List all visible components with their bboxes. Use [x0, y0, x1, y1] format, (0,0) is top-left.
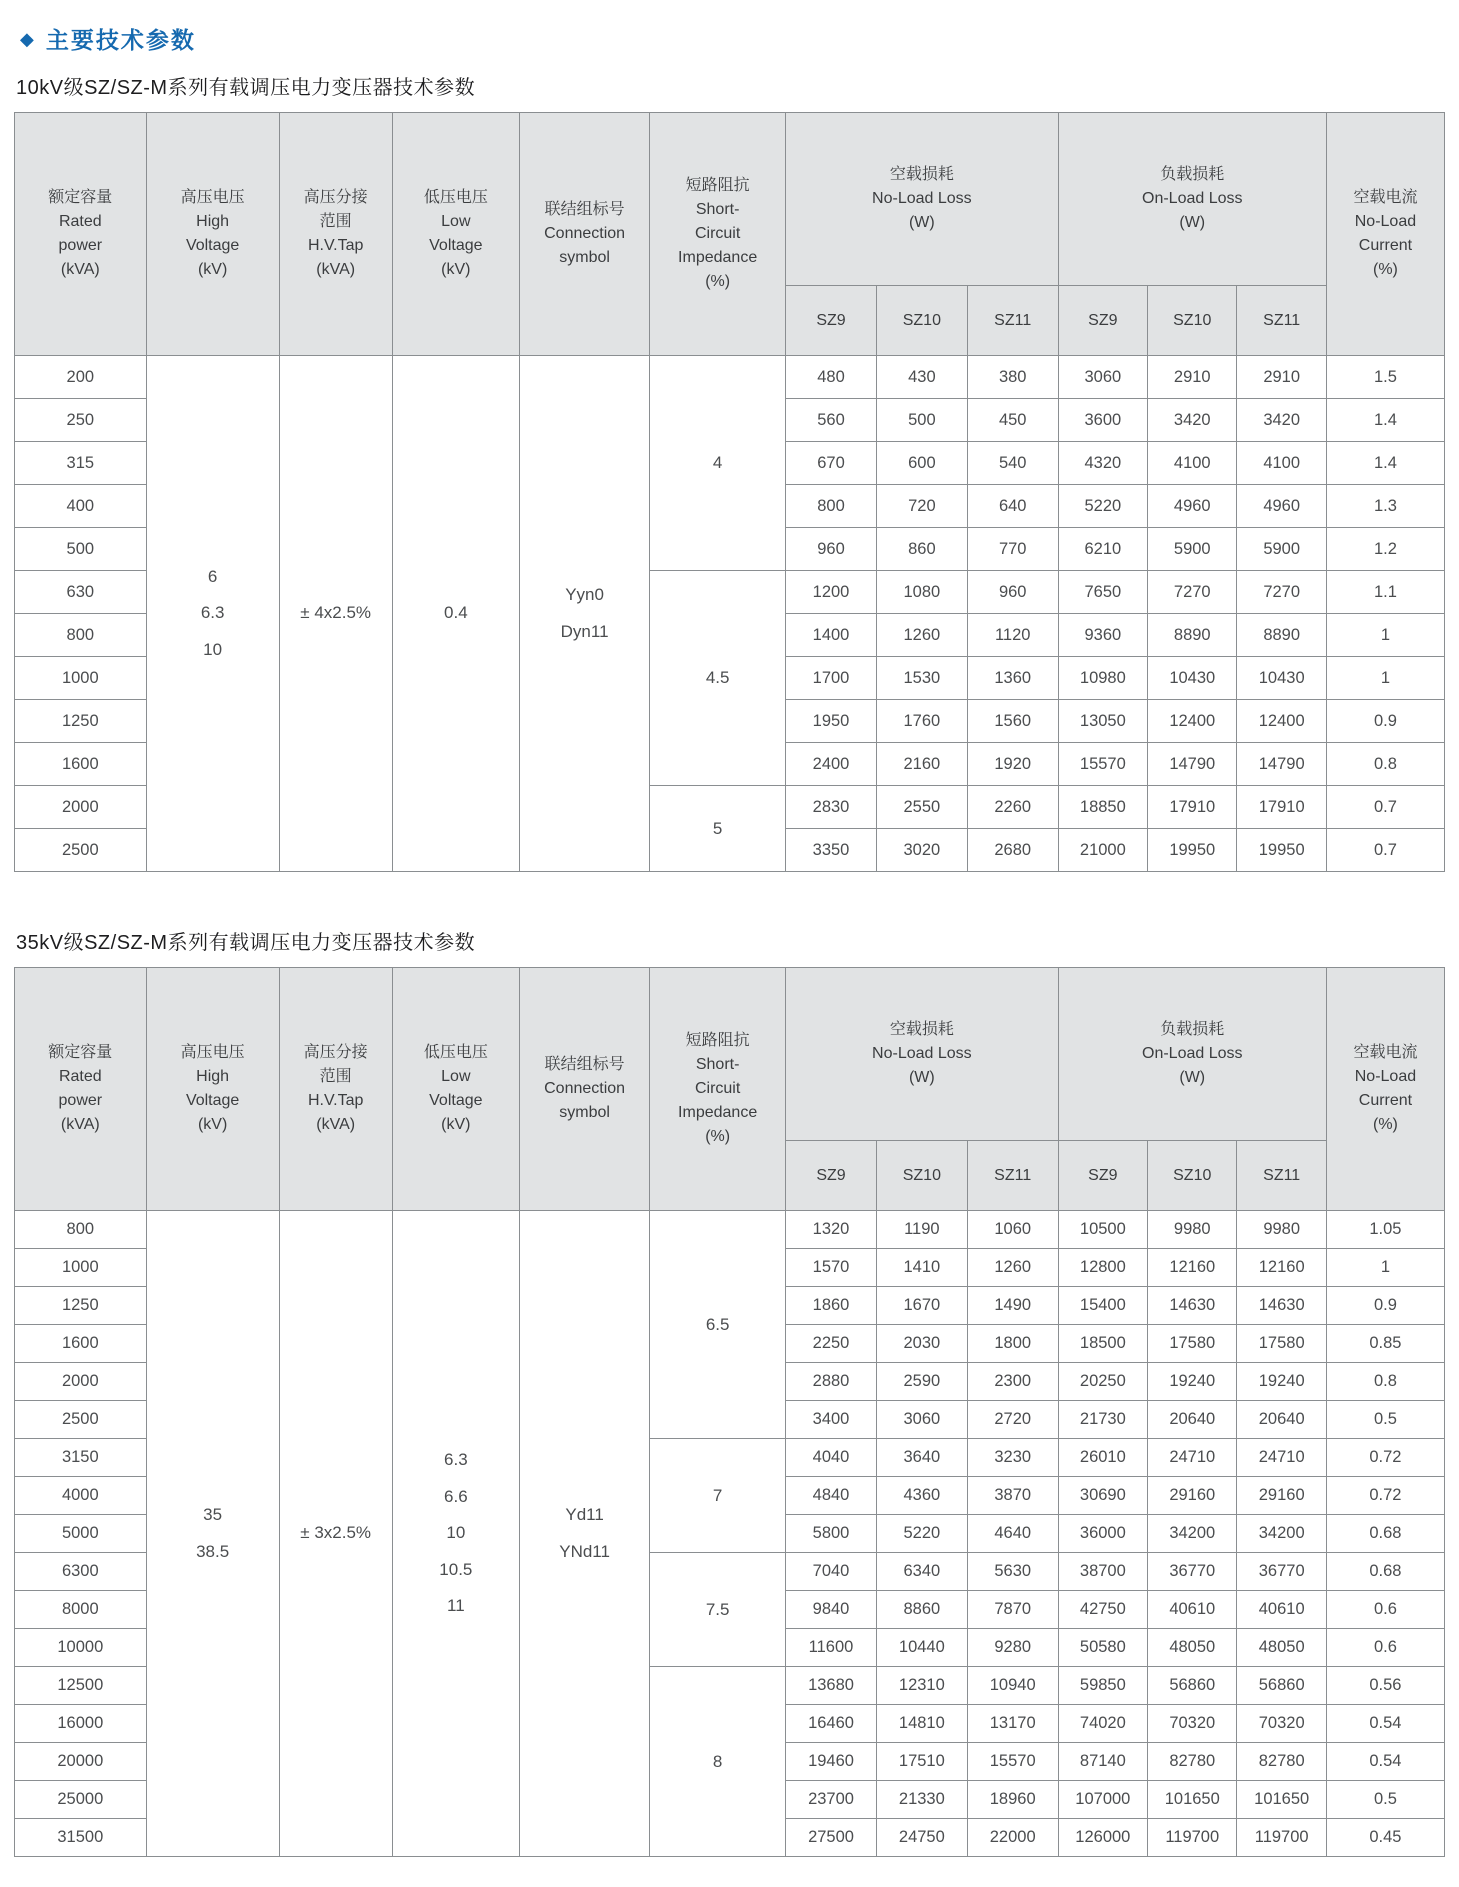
noload-sz9-cell: 16460	[786, 1705, 877, 1743]
onload-sz11-cell: 48050	[1237, 1629, 1326, 1667]
noload-sz11-cell: 540	[967, 442, 1058, 485]
noload-sz10-cell: 4360	[876, 1477, 967, 1515]
onload-sz10-cell: 20640	[1148, 1401, 1237, 1439]
subcol-header-onload-sz9: SZ9	[1058, 286, 1147, 356]
noload-current-cell: 0.54	[1326, 1705, 1444, 1743]
onload-sz9-cell: 15570	[1058, 743, 1147, 786]
noload-sz11-cell: 1260	[967, 1249, 1058, 1287]
impedance-cell: 7.5	[650, 1553, 786, 1667]
noload-sz10-cell: 430	[876, 356, 967, 399]
rated-power-cell: 2500	[15, 1401, 147, 1439]
noload-sz9-cell: 27500	[786, 1819, 877, 1857]
onload-sz11-cell: 5900	[1237, 528, 1326, 571]
noload-current-cell: 1	[1326, 657, 1444, 700]
conn-merged-cell: Yd11 YNd11	[520, 1211, 650, 1857]
noload-sz10-cell: 3060	[876, 1401, 967, 1439]
onload-sz9-cell: 38700	[1058, 1553, 1147, 1591]
rated-power-cell: 800	[15, 1211, 147, 1249]
onload-sz9-cell: 7650	[1058, 571, 1147, 614]
onload-sz9-cell: 12800	[1058, 1249, 1147, 1287]
noload-sz11-cell: 450	[967, 399, 1058, 442]
rated-power-cell: 200	[15, 356, 147, 399]
noload-sz11-cell: 2680	[967, 829, 1058, 872]
onload-sz10-cell: 24710	[1148, 1439, 1237, 1477]
col-header-tap: 高压分接 范围 H.V.Tap (kVA)	[279, 113, 392, 356]
noload-current-cell: 0.85	[1326, 1325, 1444, 1363]
noload-current-cell: 0.5	[1326, 1401, 1444, 1439]
onload-sz9-cell: 30690	[1058, 1477, 1147, 1515]
noload-sz9-cell: 1700	[786, 657, 877, 700]
onload-sz9-cell: 18850	[1058, 786, 1147, 829]
impedance-cell: 7	[650, 1439, 786, 1553]
onload-sz11-cell: 34200	[1237, 1515, 1326, 1553]
onload-sz10-cell: 19950	[1148, 829, 1237, 872]
noload-sz10-cell: 14810	[876, 1705, 967, 1743]
col-header-onload: 负载损耗 On-Load Loss (W)	[1058, 968, 1326, 1141]
col-header-noload: 空载损耗 No-Load Loss (W)	[786, 113, 1059, 286]
noload-sz10-cell: 2160	[876, 743, 967, 786]
noload-sz11-cell: 4640	[967, 1515, 1058, 1553]
noload-current-cell: 1.1	[1326, 571, 1444, 614]
noload-sz11-cell: 9280	[967, 1629, 1058, 1667]
noload-sz10-cell: 21330	[876, 1781, 967, 1819]
noload-sz11-cell: 1800	[967, 1325, 1058, 1363]
noload-sz9-cell: 4840	[786, 1477, 877, 1515]
noload-sz9-cell: 960	[786, 528, 877, 571]
noload-sz11-cell: 5630	[967, 1553, 1058, 1591]
col-header-tap: 高压分接 范围 H.V.Tap (kVA)	[279, 968, 392, 1211]
onload-sz11-cell: 119700	[1237, 1819, 1326, 1857]
subcol-header-noload-sz9: SZ9	[786, 1141, 877, 1211]
rated-power-cell: 2500	[15, 829, 147, 872]
onload-sz9-cell: 126000	[1058, 1819, 1147, 1857]
rated-power-cell: 10000	[15, 1629, 147, 1667]
rated-power-cell: 1250	[15, 700, 147, 743]
noload-current-cell: 0.54	[1326, 1743, 1444, 1781]
section-heading	[20, 22, 1445, 55]
noload-sz11-cell: 18960	[967, 1781, 1058, 1819]
col-header-hv: 高压电压 High Voltage (kV)	[146, 113, 279, 356]
noload-sz9-cell: 560	[786, 399, 877, 442]
onload-sz9-cell: 10500	[1058, 1211, 1147, 1249]
noload-sz11-cell: 1120	[967, 614, 1058, 657]
onload-sz9-cell: 59850	[1058, 1667, 1147, 1705]
rated-power-cell: 25000	[15, 1781, 147, 1819]
impedance-cell: 4.5	[650, 571, 786, 786]
onload-sz11-cell: 24710	[1237, 1439, 1326, 1477]
noload-sz9-cell: 1950	[786, 700, 877, 743]
noload-sz9-cell: 3350	[786, 829, 877, 872]
lv-merged-cell: 0.4	[392, 356, 519, 872]
section-35kv	[14, 926, 1445, 1857]
noload-sz11-cell: 640	[967, 485, 1058, 528]
noload-sz11-cell: 960	[967, 571, 1058, 614]
noload-sz11-cell: 1360	[967, 657, 1058, 700]
rated-power-cell: 12500	[15, 1667, 147, 1705]
rated-power-cell: 800	[15, 614, 147, 657]
col-header-imp: 短路阻抗 Short- Circuit Impedance (%)	[650, 113, 786, 356]
spec-table-container-35kv	[14, 967, 1445, 1857]
onload-sz9-cell: 18500	[1058, 1325, 1147, 1363]
onload-sz11-cell: 56860	[1237, 1667, 1326, 1705]
noload-sz9-cell: 1200	[786, 571, 877, 614]
table-subtitle-10kv: 10kV级SZ/SZ-M系列有载调压电力变压器技术参数	[16, 77, 476, 99]
rated-power-cell: 20000	[15, 1743, 147, 1781]
subcol-header-noload-sz11: SZ11	[967, 286, 1058, 356]
noload-sz11-cell: 7870	[967, 1591, 1058, 1629]
page-title: 主要技术参数	[45, 27, 196, 53]
col-header-current: 空载电流 No-Load Current (%)	[1326, 113, 1444, 356]
onload-sz11-cell: 36770	[1237, 1553, 1326, 1591]
rated-power-cell: 31500	[15, 1819, 147, 1857]
onload-sz10-cell: 14790	[1148, 743, 1237, 786]
rated-power-cell: 315	[15, 442, 147, 485]
noload-current-cell: 0.8	[1326, 1363, 1444, 1401]
onload-sz9-cell: 21730	[1058, 1401, 1147, 1439]
diamond-bullet-icon: ◆	[20, 28, 34, 49]
noload-sz10-cell: 600	[876, 442, 967, 485]
noload-sz11-cell: 1920	[967, 743, 1058, 786]
onload-sz9-cell: 87140	[1058, 1743, 1147, 1781]
col-header-rated: 额定容量 Rated power (kVA)	[15, 968, 147, 1211]
onload-sz9-cell: 107000	[1058, 1781, 1147, 1819]
rated-power-cell: 1000	[15, 657, 147, 700]
noload-sz10-cell: 2550	[876, 786, 967, 829]
rated-power-cell: 1600	[15, 1325, 147, 1363]
noload-sz10-cell: 1260	[876, 614, 967, 657]
noload-sz10-cell: 2030	[876, 1325, 967, 1363]
col-header-conn: 联结组标号 Connection symbol	[520, 968, 650, 1211]
onload-sz11-cell: 4100	[1237, 442, 1326, 485]
onload-sz10-cell: 4960	[1148, 485, 1237, 528]
noload-current-cell: 1.2	[1326, 528, 1444, 571]
onload-sz10-cell: 12160	[1148, 1249, 1237, 1287]
subcol-header-onload-sz10: SZ10	[1148, 286, 1237, 356]
tap-merged-cell: ± 3x2.5%	[279, 1211, 392, 1857]
col-header-rated: 额定容量 Rated power (kVA)	[15, 113, 147, 356]
noload-sz10-cell: 17510	[876, 1743, 967, 1781]
noload-sz9-cell: 2880	[786, 1363, 877, 1401]
noload-sz11-cell: 3870	[967, 1477, 1058, 1515]
noload-sz9-cell: 11600	[786, 1629, 877, 1667]
col-header-lv: 低压电压 Low Voltage (kV)	[392, 968, 519, 1211]
noload-sz11-cell: 770	[967, 528, 1058, 571]
rated-power-cell: 2000	[15, 786, 147, 829]
onload-sz9-cell: 5220	[1058, 485, 1147, 528]
table-row	[15, 356, 1445, 399]
rated-power-cell: 500	[15, 528, 147, 571]
noload-current-cell: 0.68	[1326, 1515, 1444, 1553]
onload-sz9-cell: 36000	[1058, 1515, 1147, 1553]
onload-sz11-cell: 82780	[1237, 1743, 1326, 1781]
noload-sz11-cell: 3230	[967, 1439, 1058, 1477]
rated-power-cell: 1250	[15, 1287, 147, 1325]
onload-sz9-cell: 6210	[1058, 528, 1147, 571]
spec-table-10kv	[14, 112, 1445, 872]
onload-sz10-cell: 34200	[1148, 1515, 1237, 1553]
rated-power-cell: 4000	[15, 1477, 147, 1515]
noload-sz11-cell: 13170	[967, 1705, 1058, 1743]
onload-sz9-cell: 10980	[1058, 657, 1147, 700]
noload-sz9-cell: 9840	[786, 1591, 877, 1629]
rated-power-cell: 5000	[15, 1515, 147, 1553]
noload-sz9-cell: 7040	[786, 1553, 877, 1591]
noload-sz10-cell: 1190	[876, 1211, 967, 1249]
noload-sz11-cell: 15570	[967, 1743, 1058, 1781]
onload-sz11-cell: 40610	[1237, 1591, 1326, 1629]
noload-current-cell: 1	[1326, 1249, 1444, 1287]
onload-sz10-cell: 101650	[1148, 1781, 1237, 1819]
subcol-header-noload-sz10: SZ10	[876, 1141, 967, 1211]
onload-sz11-cell: 9980	[1237, 1211, 1326, 1249]
noload-sz9-cell: 13680	[786, 1667, 877, 1705]
subcol-header-noload-sz11: SZ11	[967, 1141, 1058, 1211]
onload-sz10-cell: 10430	[1148, 657, 1237, 700]
noload-sz9-cell: 3400	[786, 1401, 877, 1439]
col-header-lv: 低压电压 Low Voltage (kV)	[392, 113, 519, 356]
noload-sz11-cell: 1560	[967, 700, 1058, 743]
onload-sz10-cell: 29160	[1148, 1477, 1237, 1515]
noload-sz11-cell: 2300	[967, 1363, 1058, 1401]
noload-sz9-cell: 800	[786, 485, 877, 528]
impedance-cell: 4	[650, 356, 786, 571]
onload-sz11-cell: 12160	[1237, 1249, 1326, 1287]
col-header-hv: 高压电压 High Voltage (kV)	[146, 968, 279, 1211]
noload-sz11-cell: 22000	[967, 1819, 1058, 1857]
noload-sz9-cell: 1570	[786, 1249, 877, 1287]
rated-power-cell: 16000	[15, 1705, 147, 1743]
onload-sz11-cell: 19950	[1237, 829, 1326, 872]
onload-sz9-cell: 21000	[1058, 829, 1147, 872]
noload-sz11-cell: 1060	[967, 1211, 1058, 1249]
noload-sz11-cell: 2720	[967, 1401, 1058, 1439]
noload-sz10-cell: 12310	[876, 1667, 967, 1705]
noload-sz9-cell: 2250	[786, 1325, 877, 1363]
noload-sz11-cell: 2260	[967, 786, 1058, 829]
noload-current-cell: 0.68	[1326, 1553, 1444, 1591]
noload-sz10-cell: 1080	[876, 571, 967, 614]
col-header-current: 空载电流 No-Load Current (%)	[1326, 968, 1444, 1211]
onload-sz11-cell: 7270	[1237, 571, 1326, 614]
onload-sz11-cell: 70320	[1237, 1705, 1326, 1743]
noload-sz10-cell: 3020	[876, 829, 967, 872]
onload-sz11-cell: 2910	[1237, 356, 1326, 399]
rated-power-cell: 8000	[15, 1591, 147, 1629]
tap-merged-cell: ± 4x2.5%	[279, 356, 392, 872]
onload-sz10-cell: 17580	[1148, 1325, 1237, 1363]
onload-sz10-cell: 4100	[1148, 442, 1237, 485]
onload-sz11-cell: 14630	[1237, 1287, 1326, 1325]
onload-sz11-cell: 14790	[1237, 743, 1326, 786]
noload-current-cell: 1.05	[1326, 1211, 1444, 1249]
noload-current-cell: 0.56	[1326, 1667, 1444, 1705]
onload-sz9-cell: 74020	[1058, 1705, 1147, 1743]
noload-current-cell: 0.6	[1326, 1629, 1444, 1667]
onload-sz11-cell: 12400	[1237, 700, 1326, 743]
noload-sz9-cell: 2830	[786, 786, 877, 829]
rated-power-cell: 630	[15, 571, 147, 614]
onload-sz10-cell: 70320	[1148, 1705, 1237, 1743]
noload-sz9-cell: 480	[786, 356, 877, 399]
onload-sz11-cell: 17580	[1237, 1325, 1326, 1363]
col-header-noload: 空载损耗 No-Load Loss (W)	[786, 968, 1059, 1141]
table-subtitle-35kv: 35kV级SZ/SZ-M系列有载调压电力变压器技术参数	[16, 932, 476, 954]
noload-sz10-cell: 1410	[876, 1249, 967, 1287]
noload-sz10-cell: 10440	[876, 1629, 967, 1667]
noload-sz11-cell: 10940	[967, 1667, 1058, 1705]
rated-power-cell: 3150	[15, 1439, 147, 1477]
rated-power-cell: 6300	[15, 1553, 147, 1591]
noload-sz10-cell: 3640	[876, 1439, 967, 1477]
onload-sz9-cell: 13050	[1058, 700, 1147, 743]
onload-sz10-cell: 40610	[1148, 1591, 1237, 1629]
onload-sz9-cell: 26010	[1058, 1439, 1147, 1477]
onload-sz10-cell: 9980	[1148, 1211, 1237, 1249]
onload-sz11-cell: 29160	[1237, 1477, 1326, 1515]
onload-sz10-cell: 17910	[1148, 786, 1237, 829]
noload-current-cell: 0.45	[1326, 1819, 1444, 1857]
onload-sz10-cell: 2910	[1148, 356, 1237, 399]
onload-sz11-cell: 20640	[1237, 1401, 1326, 1439]
rated-power-cell: 1000	[15, 1249, 147, 1287]
onload-sz10-cell: 36770	[1148, 1553, 1237, 1591]
hv-merged-cell: 35 38.5	[146, 1211, 279, 1857]
subcol-header-onload-sz11: SZ11	[1237, 1141, 1326, 1211]
onload-sz9-cell: 15400	[1058, 1287, 1147, 1325]
noload-sz10-cell: 720	[876, 485, 967, 528]
noload-sz11-cell: 380	[967, 356, 1058, 399]
col-header-onload: 负载损耗 On-Load Loss (W)	[1058, 113, 1326, 286]
section-10kv	[14, 71, 1445, 872]
subcol-header-onload-sz9: SZ9	[1058, 1141, 1147, 1211]
onload-sz10-cell: 7270	[1148, 571, 1237, 614]
onload-sz10-cell: 3420	[1148, 399, 1237, 442]
onload-sz11-cell: 10430	[1237, 657, 1326, 700]
noload-sz9-cell: 1400	[786, 614, 877, 657]
rated-power-cell: 250	[15, 399, 147, 442]
table-row	[15, 1211, 1445, 1249]
conn-merged-cell: Yyn0 Dyn11	[520, 356, 650, 872]
onload-sz10-cell: 82780	[1148, 1743, 1237, 1781]
noload-current-cell: 1	[1326, 614, 1444, 657]
noload-sz9-cell: 1320	[786, 1211, 877, 1249]
noload-sz10-cell: 5220	[876, 1515, 967, 1553]
noload-current-cell: 0.9	[1326, 1287, 1444, 1325]
rated-power-cell: 2000	[15, 1363, 147, 1401]
noload-sz10-cell: 8860	[876, 1591, 967, 1629]
rated-power-cell: 400	[15, 485, 147, 528]
noload-current-cell: 0.5	[1326, 1781, 1444, 1819]
onload-sz11-cell: 101650	[1237, 1781, 1326, 1819]
onload-sz9-cell: 4320	[1058, 442, 1147, 485]
subcol-header-noload-sz10: SZ10	[876, 286, 967, 356]
spec-table-35kv	[14, 967, 1445, 1857]
onload-sz10-cell: 19240	[1148, 1363, 1237, 1401]
noload-sz9-cell: 1860	[786, 1287, 877, 1325]
onload-sz11-cell: 4960	[1237, 485, 1326, 528]
hv-merged-cell: 6 6.3 10	[146, 356, 279, 872]
col-header-imp: 短路阻抗 Short- Circuit Impedance (%)	[650, 968, 786, 1211]
onload-sz10-cell: 14630	[1148, 1287, 1237, 1325]
onload-sz9-cell: 3600	[1058, 399, 1147, 442]
onload-sz9-cell: 42750	[1058, 1591, 1147, 1629]
noload-current-cell: 0.72	[1326, 1477, 1444, 1515]
noload-sz9-cell: 2400	[786, 743, 877, 786]
noload-current-cell: 0.8	[1326, 743, 1444, 786]
onload-sz10-cell: 119700	[1148, 1819, 1237, 1857]
noload-current-cell: 0.9	[1326, 700, 1444, 743]
noload-sz9-cell: 5800	[786, 1515, 877, 1553]
impedance-cell: 5	[650, 786, 786, 872]
noload-sz9-cell: 23700	[786, 1781, 877, 1819]
noload-sz10-cell: 1670	[876, 1287, 967, 1325]
onload-sz10-cell: 12400	[1148, 700, 1237, 743]
spec-table-container-10kv	[14, 112, 1445, 872]
onload-sz9-cell: 3060	[1058, 356, 1147, 399]
noload-current-cell: 0.7	[1326, 786, 1444, 829]
noload-sz10-cell: 1530	[876, 657, 967, 700]
lv-merged-cell: 6.3 6.6 10 10.5 11	[392, 1211, 519, 1857]
noload-sz10-cell: 860	[876, 528, 967, 571]
onload-sz11-cell: 19240	[1237, 1363, 1326, 1401]
onload-sz10-cell: 8890	[1148, 614, 1237, 657]
noload-sz9-cell: 670	[786, 442, 877, 485]
noload-current-cell: 1.4	[1326, 442, 1444, 485]
noload-sz9-cell: 19460	[786, 1743, 877, 1781]
noload-sz11-cell: 1490	[967, 1287, 1058, 1325]
subcol-header-noload-sz9: SZ9	[786, 286, 877, 356]
noload-sz10-cell: 2590	[876, 1363, 967, 1401]
onload-sz10-cell: 5900	[1148, 528, 1237, 571]
noload-current-cell: 1.4	[1326, 399, 1444, 442]
impedance-cell: 8	[650, 1667, 786, 1857]
onload-sz9-cell: 50580	[1058, 1629, 1147, 1667]
impedance-cell: 6.5	[650, 1211, 786, 1439]
noload-current-cell: 0.7	[1326, 829, 1444, 872]
onload-sz11-cell: 8890	[1237, 614, 1326, 657]
subcol-header-onload-sz10: SZ10	[1148, 1141, 1237, 1211]
noload-sz10-cell: 1760	[876, 700, 967, 743]
noload-sz10-cell: 6340	[876, 1553, 967, 1591]
onload-sz11-cell: 3420	[1237, 399, 1326, 442]
noload-current-cell: 0.6	[1326, 1591, 1444, 1629]
noload-sz10-cell: 500	[876, 399, 967, 442]
noload-sz10-cell: 24750	[876, 1819, 967, 1857]
onload-sz10-cell: 48050	[1148, 1629, 1237, 1667]
noload-current-cell: 1.3	[1326, 485, 1444, 528]
rated-power-cell: 1600	[15, 743, 147, 786]
noload-sz9-cell: 4040	[786, 1439, 877, 1477]
onload-sz9-cell: 9360	[1058, 614, 1147, 657]
onload-sz10-cell: 56860	[1148, 1667, 1237, 1705]
noload-current-cell: 1.5	[1326, 356, 1444, 399]
onload-sz11-cell: 17910	[1237, 786, 1326, 829]
noload-current-cell: 0.72	[1326, 1439, 1444, 1477]
onload-sz9-cell: 20250	[1058, 1363, 1147, 1401]
col-header-conn: 联结组标号 Connection symbol	[520, 113, 650, 356]
subcol-header-onload-sz11: SZ11	[1237, 286, 1326, 356]
